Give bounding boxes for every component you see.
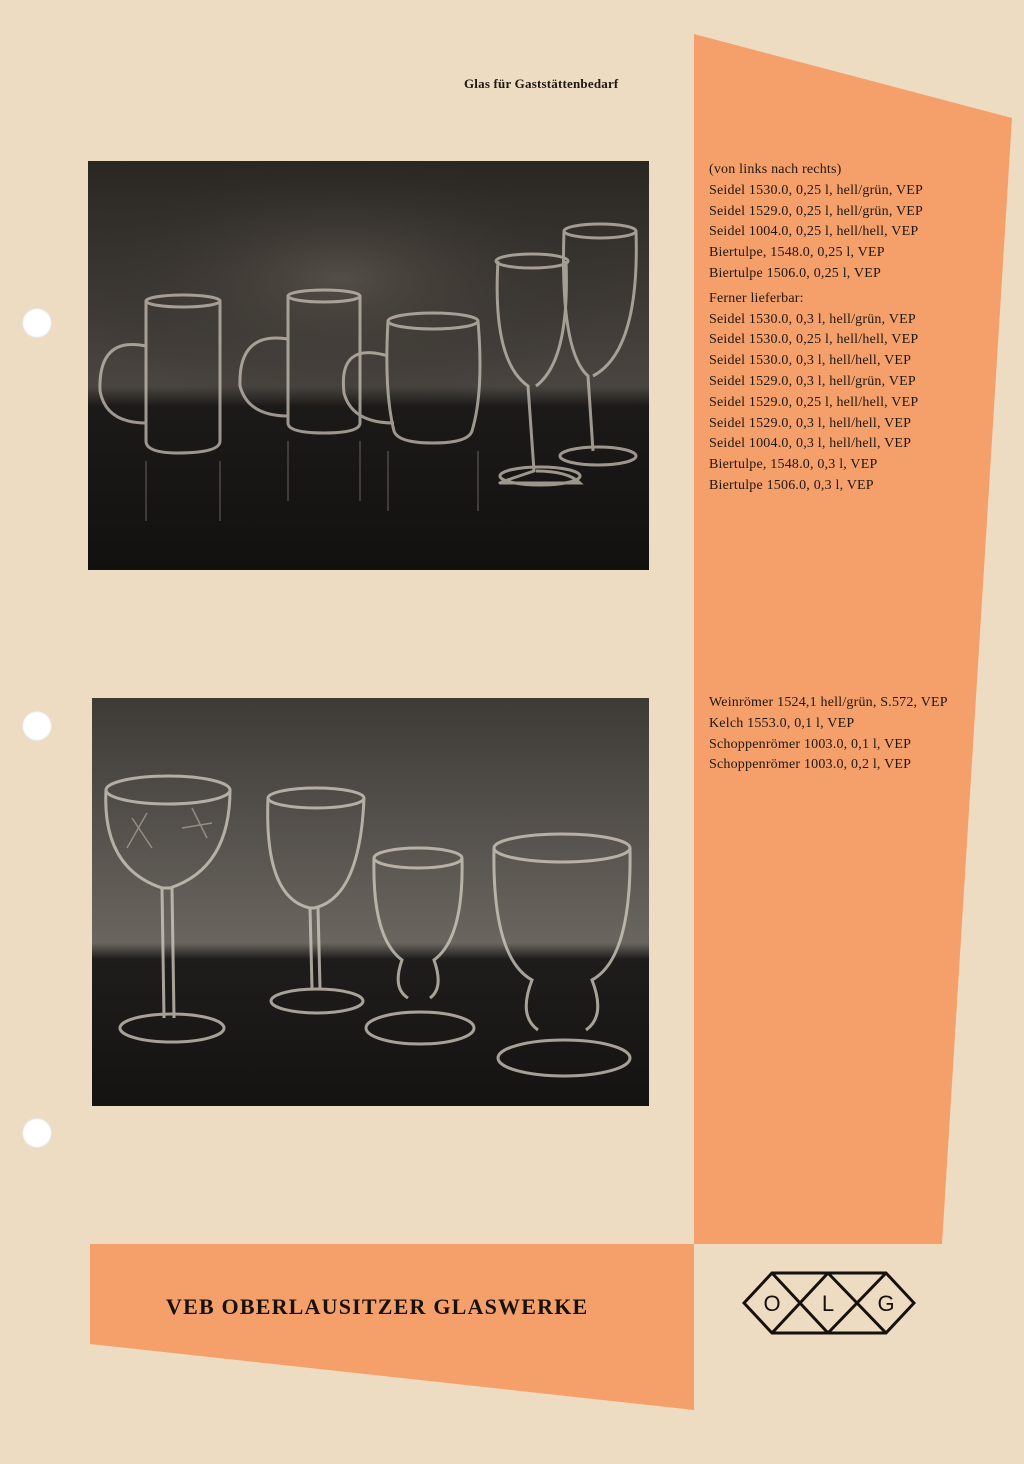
binder-hole bbox=[22, 1118, 52, 1148]
company-name: VEB OBERLAUSITZER GLASWERKE bbox=[166, 1294, 589, 1319]
spec-item: Biertulpe 1506.0, 0,25 l, VEP bbox=[709, 265, 881, 281]
photo-beer-glasses bbox=[88, 161, 649, 570]
spec-more-item: Seidel 1529.0, 0,3 l, hell/hell, VEP bbox=[709, 415, 912, 431]
spec-item: Kelch 1553.0, 0,1 l, VEP bbox=[709, 715, 855, 731]
page-title: Glas für Gaststättenbedarf bbox=[464, 76, 619, 91]
olg-logo bbox=[742, 1270, 916, 1336]
spec-item: Schoppenrömer 1003.0, 0,2 l, VEP bbox=[709, 757, 912, 773]
spec-more-item: Seidel 1530.0, 0,25 l, hell/hell, VEP bbox=[709, 332, 919, 348]
spec-more-item: Seidel 1529.0, 0,3 l, hell/grün, VEP bbox=[709, 373, 916, 389]
orange-footer-band bbox=[90, 1244, 694, 1410]
spec-more-item: Seidel 1530.0, 0,3 l, hell/grün, VEP bbox=[709, 311, 916, 327]
spec-more-item: Seidel 1004.0, 0,3 l, hell/hell, VEP bbox=[709, 436, 912, 452]
logo-letter-o: O bbox=[763, 1291, 781, 1316]
binder-hole bbox=[22, 308, 52, 338]
spec-item: Seidel 1529.0, 0,25 l, hell/grün, VEP bbox=[709, 203, 924, 219]
spec-list-wine-glasses bbox=[709, 693, 948, 776]
logo-letter-g: G bbox=[877, 1291, 895, 1316]
spec-more-item: Biertulpe, 1548.0, 0,3 l, VEP bbox=[709, 457, 878, 473]
spec-more-item: Seidel 1529.0, 0,25 l, hell/hell, VEP bbox=[709, 394, 919, 410]
photo-wine-glasses bbox=[92, 698, 649, 1106]
spec-item: Biertulpe, 1548.0, 0,25 l, VEP bbox=[709, 245, 885, 261]
spec-more-heading: Ferner lieferbar: bbox=[709, 290, 804, 306]
spec-item: Seidel 1004.0, 0,25 l, hell/hell, VEP bbox=[709, 224, 919, 240]
spec-item: Seidel 1530.0, 0,25 l, hell/grün, VEP bbox=[709, 182, 924, 198]
logo-letter-l: L bbox=[821, 1291, 835, 1316]
spec-more-item: Seidel 1530.0, 0,3 l, hell/hell, VEP bbox=[709, 353, 912, 369]
spec-item: Schoppenrömer 1003.0, 0,1 l, VEP bbox=[709, 736, 912, 752]
spec-intro: (von links nach rechts) bbox=[709, 162, 842, 177]
spec-list-beer-glasses bbox=[709, 160, 923, 497]
binder-hole bbox=[22, 711, 52, 741]
spec-more-item: Biertulpe 1506.0, 0,3 l, VEP bbox=[709, 477, 874, 493]
spec-item: Weinrömer 1524,1 hell/grün, S.572, VEP bbox=[709, 695, 948, 710]
